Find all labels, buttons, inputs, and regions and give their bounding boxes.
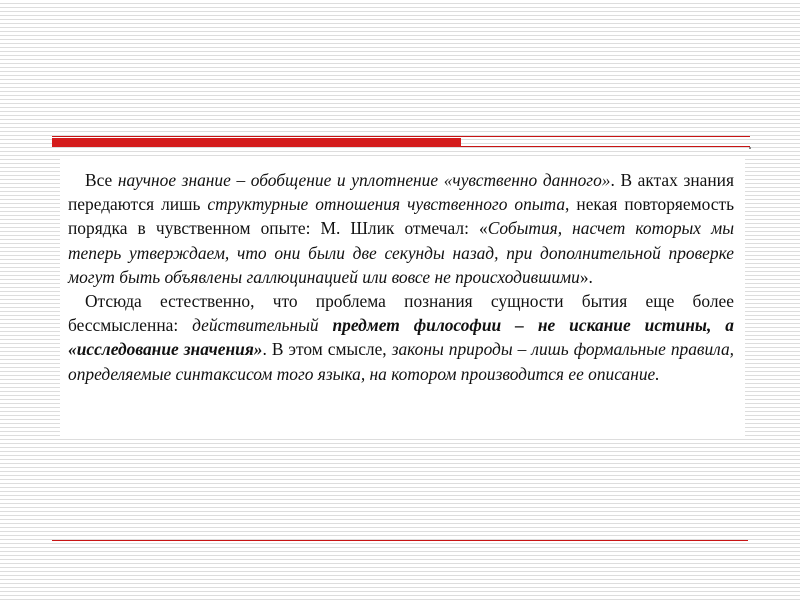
- p2-italic-2: законы природы – лишь формальные правила, определяемые синтаксисом того языка, на котором производится ее описание.: [68, 339, 735, 384]
- p1-quote-italic: События, насчет которых мы теперь утверждаем, что они были две секунды назад, при дополнительной проверке могут быть объявлены галлюцинацией или вовсе не происходившими: [68, 218, 734, 287]
- p2-text-1: Отсюда естественно, что проблема познания сущности бытия еще более бессмысленна:: [68, 291, 734, 336]
- p2-text-2: . В этом смысле,: [262, 339, 392, 360]
- p1-italic-1: научное знание – обобщение и уплотнение «чувственно данного»: [117, 170, 611, 190]
- p1-italic-2: структурные отношения чувственного опыта: [207, 194, 566, 215]
- p2-bold-italic: предмет философии – не искание истины, а «исследование значения»: [68, 315, 734, 360]
- paragraph-2: [68, 289, 734, 386]
- p1-text-1: Все: [85, 170, 118, 190]
- corner-dot: [749, 147, 751, 149]
- top-divider-line-right: [461, 146, 750, 147]
- slide-body: [68, 168, 734, 386]
- p2-italic-1: действительный: [192, 315, 333, 336]
- top-accent-bar: [52, 138, 461, 147]
- p1-text-2: . В актах знания передаются лишь: [68, 170, 734, 215]
- paragraph-1: [68, 168, 734, 289]
- p1-text-3: , некая повторяемость порядка в чувственном опыте: М. Шлик отмечал: «: [68, 194, 734, 239]
- p1-text-4: ».: [579, 266, 593, 287]
- bottom-divider-line: [52, 540, 748, 541]
- top-divider-line: [52, 136, 750, 137]
